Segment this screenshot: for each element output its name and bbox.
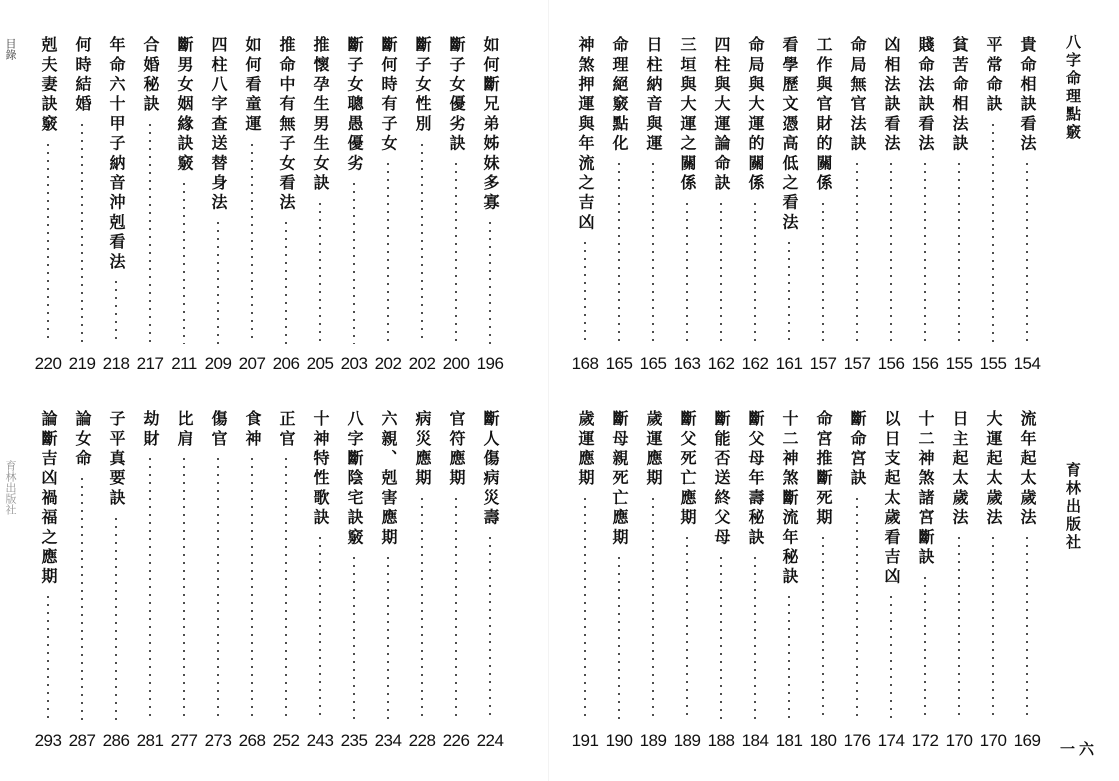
dot-leader [787,239,791,344]
dot-leader [855,495,859,721]
toc-entry[interactable] [772,410,806,753]
toc-entry-title: 論斷吉凶禍福之應期 [39,410,58,588]
toc-entry-page-number: 170 [979,731,1007,750]
toc-entry-title: 三垣與大運之關係 [678,36,697,194]
toc-entry[interactable] [670,410,704,753]
toc-entry-page-number: 156 [877,354,905,373]
toc-entry-page-number: 180 [809,731,837,750]
toc-entry[interactable] [976,36,1010,376]
toc-entry[interactable] [99,36,133,376]
toc-entry[interactable] [405,36,439,376]
toc-entry-title: 斷子女聰愚優劣 [345,36,364,174]
toc-entry-title: 日主起太歲法 [950,410,969,529]
dot-leader [617,554,621,721]
toc-entry-page-number: 154 [1013,354,1041,373]
toc-entry-title: 命局無官法訣 [848,36,867,155]
toc-entry[interactable] [235,36,269,376]
left-edge-publisher-mark: 育林出版社 [4,460,17,515]
toc-entry-title: 日柱納音與運 [644,36,663,155]
dot-leader [821,534,825,721]
toc-entry[interactable] [738,410,772,753]
dot-leader [386,160,390,344]
toc-entry-title: 凶相法訣看法 [882,36,901,155]
toc-entry-page-number: 165 [605,354,633,373]
dot-leader [318,200,322,344]
toc-entry-title: 八字斷陰宅訣竅 [345,410,364,548]
toc-entry-title: 六親、剋害應期 [379,410,398,548]
toc-entry-title: 四柱與大運論命訣 [712,36,731,194]
toc-entry-page-number: 157 [843,354,871,373]
toc-entry-page-number: 202 [408,354,436,373]
toc-entry-title: 十二神煞諸宮斷訣 [916,410,935,568]
toc-entry-page-number: 155 [945,354,973,373]
toc-entry[interactable] [568,410,602,753]
dot-leader [216,219,220,344]
toc-entry[interactable] [31,410,65,753]
toc-entry[interactable] [269,36,303,376]
dot-leader [46,593,50,721]
toc-entry-page-number: 203 [340,354,368,373]
toc-entry-title: 命理絕竅點化 [610,36,629,155]
running-head-book-title: 八字命理點竅 [1064,34,1082,142]
toc-entry-page-number: 205 [306,354,334,373]
toc-entry-page-number: 156 [911,354,939,373]
toc-entry-page-number: 162 [707,354,735,373]
toc-entry-title: 子平真要訣 [107,410,126,509]
toc-entry[interactable] [473,36,507,376]
toc-entry[interactable] [942,410,976,753]
dot-leader [148,455,152,721]
left-edge-section-mark: 目錄 [4,38,17,60]
dot-leader [386,554,390,721]
toc-entry-title: 斷子女優劣訣 [447,36,466,155]
toc-entry[interactable] [337,36,371,376]
toc-entry-page-number: 220 [34,354,62,373]
dot-leader [80,475,84,721]
toc-entry-title: 看學歷文憑高低之看法 [780,36,799,233]
toc-entry[interactable] [1010,410,1044,753]
dot-leader [753,554,757,721]
dot-leader [454,160,458,344]
toc-entry[interactable] [568,36,602,376]
dot-leader [583,495,587,721]
toc-entry-title: 斷父死亡應期 [678,410,697,529]
right-page [560,0,1119,781]
toc-entry[interactable] [840,410,874,753]
toc-entry-page-number: 155 [979,354,1007,373]
toc-entry[interactable] [405,410,439,753]
dot-leader [250,455,254,721]
running-head-publisher: 育林出版社 [1064,462,1082,552]
toc-entry-title: 推懷孕生男生女訣 [311,36,330,194]
toc-entry-page-number: 165 [639,354,667,373]
toc-entry[interactable] [874,36,908,376]
dot-leader [46,141,50,345]
toc-entry[interactable] [133,410,167,753]
toc-entry-page-number: 200 [442,354,470,373]
toc-entry-page-number: 174 [877,731,905,750]
toc-entry-title: 以日支起太歲看吉凶 [882,410,901,588]
toc-entry-title: 斷父母年壽秘訣 [746,410,765,548]
toc-entry[interactable] [670,36,704,376]
toc-entry-page-number: 219 [68,354,96,373]
toc-entry[interactable] [201,410,235,753]
toc-entry-title: 推命中有無子女看法 [277,36,296,214]
dot-leader [855,160,859,344]
toc-entry-page-number: 235 [340,731,368,750]
toc-entry-page-number: 189 [673,731,701,750]
toc-entry-page-number: 293 [34,731,62,750]
toc-entry[interactable] [602,36,636,376]
toc-entry-title: 如何斷兄弟姊妹多寡 [481,36,500,214]
toc-entry-page-number: 176 [843,731,871,750]
dot-leader [318,534,322,721]
dot-leader [80,121,84,344]
dot-leader [719,554,723,721]
toc-entry[interactable] [65,36,99,376]
toc-entry-page-number: 281 [136,731,164,750]
toc-entry[interactable] [704,36,738,376]
toc-entry-page-number: 191 [571,731,599,750]
toc-entry-title: 大運起太歲法 [984,410,1003,529]
toc-entry-title: 歲運應期 [576,410,595,489]
toc-entry-title: 斷母親死亡應期 [610,410,629,548]
toc-entry-title: 比肩 [175,410,194,450]
toc-entry[interactable] [1010,36,1044,376]
toc-entry-page-number: 268 [238,731,266,750]
toc-entry[interactable] [908,410,942,753]
toc-entry[interactable] [874,410,908,753]
toc-entry-title: 命局與大運的關係 [746,36,765,194]
toc-entry[interactable] [602,410,636,753]
toc-entry-title: 傷官 [209,410,228,450]
dot-leader [651,495,655,721]
toc-entry-title: 年命六十甲子納音沖剋看法 [107,36,126,273]
toc-entry-title: 歲運應期 [644,410,663,489]
dot-leader [923,574,927,721]
toc-entry-title: 命宮推斷死期 [814,410,833,529]
dot-leader [583,239,587,344]
toc-entry[interactable] [772,36,806,376]
toc-entry-page-number: 217 [136,354,164,373]
toc-entry-page-number: 161 [775,354,803,373]
toc-entry-page-number: 252 [272,731,300,750]
dot-leader [889,593,893,721]
dot-leader [821,200,825,344]
toc-entry[interactable] [976,410,1010,753]
toc-entry-page-number: 277 [170,731,198,750]
toc-entry-page-number: 157 [809,354,837,373]
toc-entry[interactable] [371,410,405,753]
toc-entry-page-number: 189 [639,731,667,750]
page-fold-divider [548,0,549,781]
toc-entry-title: 流年起太歲法 [1018,410,1037,529]
dot-leader [216,455,220,721]
dot-leader [1025,160,1029,344]
toc-entry[interactable] [371,36,405,376]
dot-leader [420,495,424,721]
dot-leader [420,141,424,345]
toc-entry-title: 十神特性歌訣 [311,410,330,529]
toc-entry-title: 食神 [243,410,262,450]
toc-entry-page-number: 243 [306,731,334,750]
toc-entry-page-number: 226 [442,731,470,750]
page-number-folio: 一六 [1060,740,1099,758]
toc-entry-title: 斷何時有子女 [379,36,398,155]
dot-leader [991,534,995,721]
toc-entry-title: 正官 [277,410,296,450]
dot-leader [685,200,689,344]
toc-entry[interactable] [704,410,738,753]
toc-entry[interactable] [303,36,337,376]
toc-entry[interactable] [806,410,840,753]
toc-entry-title: 工作與官財的關係 [814,36,833,194]
toc-entry[interactable] [201,36,235,376]
dot-leader [352,554,356,721]
dot-leader [787,593,791,721]
toc-entry-page-number: 168 [571,354,599,373]
dot-leader [148,121,152,344]
toc-entry[interactable] [636,410,670,753]
toc-entry-page-number: 181 [775,731,803,750]
toc-entry-page-number: 202 [374,354,402,373]
toc-entry[interactable] [439,410,473,753]
toc-entry[interactable] [840,36,874,376]
toc-entry-title: 貧苦命相法訣 [950,36,969,155]
toc-entry-title: 斷男女姻緣訣竅 [175,36,194,174]
dot-leader [182,180,186,344]
toc-entry-title: 四柱八字查送替身法 [209,36,228,214]
toc-entry-title: 如何看童運 [243,36,262,135]
toc-entry[interactable] [133,36,167,376]
toc-entry-title: 剋夫妻訣竅 [39,36,58,135]
toc-entry-title: 平常命訣 [984,36,1003,115]
toc-entry[interactable] [439,36,473,376]
toc-entry-title: 病災應期 [413,410,432,489]
dot-leader [923,160,927,344]
toc-entry-page-number: 169 [1013,731,1041,750]
toc-entry-title: 斷人傷病災壽 [481,410,500,529]
toc-entry-title: 十二神煞斷流年秘訣 [780,410,799,588]
toc-entry[interactable] [31,36,65,376]
toc-entry[interactable] [908,36,942,376]
toc-entry[interactable] [942,36,976,376]
toc-entry[interactable] [269,410,303,753]
dot-leader [719,200,723,344]
toc-entry-page-number: 207 [238,354,266,373]
dot-leader [617,160,621,344]
toc-entry-page-number: 228 [408,731,436,750]
toc-entry-title: 斷子女性別 [413,36,432,135]
toc-entry-page-number: 196 [476,354,504,373]
toc-entry[interactable] [235,410,269,753]
dot-leader [651,160,655,344]
toc-entry[interactable] [738,36,772,376]
dot-leader [284,455,288,721]
dot-leader [284,219,288,344]
toc-entry-title: 斷能否送終父母 [712,410,731,548]
toc-entry[interactable] [167,36,201,376]
dot-leader [488,219,492,344]
dot-leader [114,278,118,344]
toc-entry-title: 劫財 [141,410,160,450]
toc-entry-title: 論女命 [73,410,92,470]
dot-leader [685,534,689,721]
toc-entry-title: 合婚秘訣 [141,36,160,115]
dot-leader [250,141,254,345]
dot-leader [753,200,757,344]
toc-entry-page-number: 218 [102,354,130,373]
toc-entry-title: 何時結婚 [73,36,92,115]
dot-leader [114,515,118,722]
dot-leader [889,160,893,344]
dot-leader [352,180,356,344]
toc-entry[interactable] [806,36,840,376]
toc-entry[interactable] [337,410,371,753]
toc-entry-title: 神煞押運與年流之吉凶 [576,36,595,233]
dot-leader [957,160,961,344]
toc-entry[interactable] [303,410,337,753]
dot-leader [991,121,995,344]
toc-entry-page-number: 206 [272,354,300,373]
toc-entry-page-number: 286 [102,731,130,750]
toc-entry-page-number: 234 [374,731,402,750]
toc-entry-title: 貴命相訣看法 [1018,36,1037,155]
dot-leader [957,534,961,721]
toc-entry-page-number: 273 [204,731,232,750]
toc-entry-page-number: 170 [945,731,973,750]
toc-entry[interactable] [99,410,133,753]
toc-entry-page-number: 163 [673,354,701,373]
toc-entry-page-number: 287 [68,731,96,750]
toc-entry[interactable] [473,410,507,753]
toc-entry-page-number: 162 [741,354,769,373]
toc-entry-page-number: 172 [911,731,939,750]
toc-entry[interactable] [636,36,670,376]
toc-entry-page-number: 209 [204,354,232,373]
toc-entry-page-number: 224 [476,731,504,750]
toc-entry[interactable] [167,410,201,753]
toc-entry-title: 賤命法訣看法 [916,36,935,155]
left-page [0,0,545,781]
dot-leader [182,455,186,721]
toc-entry-title: 斷命宮訣 [848,410,867,489]
toc-entry-page-number: 190 [605,731,633,750]
toc-entry-page-number: 188 [707,731,735,750]
dot-leader [1025,534,1029,721]
toc-entry-page-number: 184 [741,731,769,750]
dot-leader [488,534,492,721]
toc-entry[interactable] [65,410,99,753]
toc-entry-title: 官符應期 [447,410,466,489]
dot-leader [454,495,458,721]
toc-entry-page-number: 211 [171,354,197,373]
